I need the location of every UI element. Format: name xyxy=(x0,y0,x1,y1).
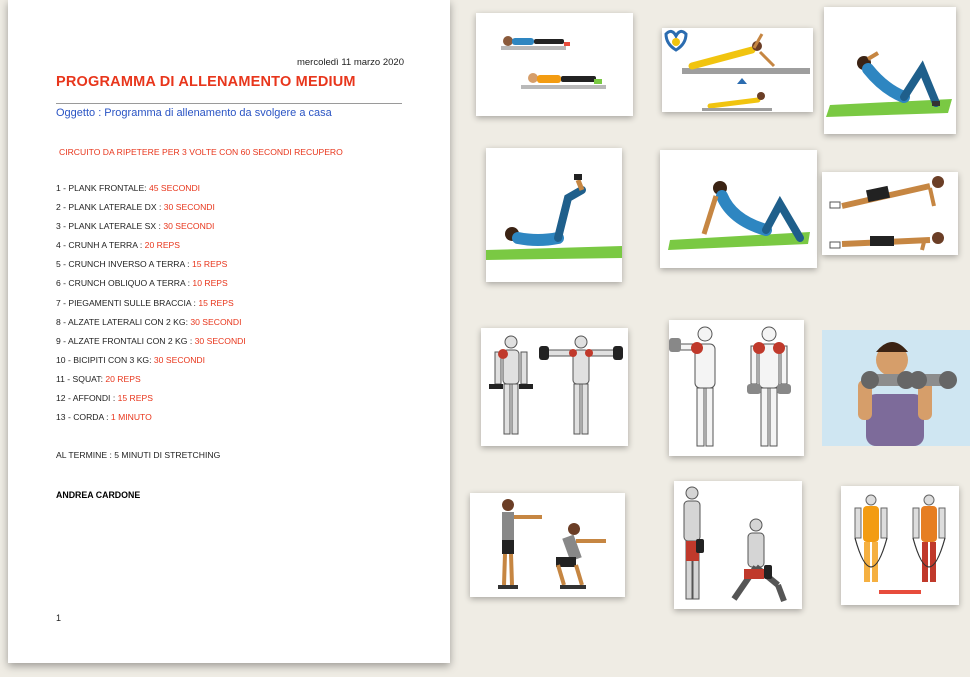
exercise-value: 30 SECONDI xyxy=(153,354,206,365)
corda-image xyxy=(841,486,959,605)
exercise-item xyxy=(56,412,246,431)
exercise-item xyxy=(56,183,246,202)
exercise-label: 8 - ALZATE LATERALI CON 2 KG: xyxy=(56,316,191,327)
exercise-label: 13 - CORDA : xyxy=(56,412,111,423)
exercise-label: 1 - PLANK FRONTALE: xyxy=(56,183,149,193)
circuit-instructions: CIRCUITO DA RIPETERE PER 3 VOLTE CON 60 SECONDI RECUPERO xyxy=(59,147,343,157)
exercise-value: 15 REPS xyxy=(117,393,153,404)
exercise-value: 15 REPS xyxy=(198,297,234,308)
exercise-item xyxy=(56,221,246,240)
exercise-label: 11 - SQUAT: xyxy=(56,373,106,384)
plank-icon xyxy=(476,13,633,116)
lunge-icon xyxy=(674,481,802,609)
exercise-item xyxy=(56,298,246,317)
exercise-label: 7 - PIEGAMENTI SULLE BRACCIA : xyxy=(56,297,199,308)
squat-image xyxy=(470,493,625,597)
side-plank-icon xyxy=(662,28,813,112)
exercise-label: 5 - CRUNCH INVERSO A TERRA : xyxy=(56,259,192,270)
alzate-frontali-image xyxy=(669,320,804,456)
biceps-curl-icon xyxy=(822,330,970,446)
exercise-item xyxy=(56,374,246,393)
final-note: AL TERMINE : 5 MINUTI DI STRETCHING xyxy=(56,450,221,460)
exercise-value: 30 SECONDI xyxy=(163,221,215,232)
exercise-item xyxy=(56,336,246,355)
exercise-label: 12 - AFFONDI : xyxy=(56,393,118,404)
crunch-icon xyxy=(824,7,956,134)
exercise-item xyxy=(56,202,246,221)
crunch-obliquo-image xyxy=(660,150,817,268)
exercise-value: 45 SECONDI xyxy=(148,183,201,193)
crunch-inverso-image xyxy=(486,148,622,282)
front-raise-icon xyxy=(669,320,804,456)
exercise-value: 30 SECONDI xyxy=(194,335,246,346)
exercise-value: 10 REPS xyxy=(192,278,228,289)
exercise-item xyxy=(56,240,246,259)
affondi-image xyxy=(674,481,802,609)
squat-icon xyxy=(470,493,625,597)
bicipiti-image xyxy=(822,330,970,446)
author-name: ANDREA CARDONE xyxy=(56,490,141,500)
reverse-crunch-icon xyxy=(486,148,622,282)
exercise-item xyxy=(56,393,246,412)
exercise-list xyxy=(56,183,246,431)
exercise-label: 10 - BICIPITI CON 3 KG: xyxy=(56,354,154,365)
page-number: 1 xyxy=(56,613,62,623)
exercise-value: 20 REPS xyxy=(144,240,181,251)
title-divider xyxy=(56,103,402,104)
exercise-label: 9 - ALZATE FRONTALI CON 2 KG : xyxy=(56,335,195,346)
plank-laterale-image xyxy=(662,28,813,112)
piegamenti-image xyxy=(822,172,958,255)
exercise-label: 6 - CRUNCH OBLIQUO A TERRA : xyxy=(56,278,193,289)
push-up-icon xyxy=(822,172,958,255)
exercise-label: 4 - CRUNH A TERRA : xyxy=(56,240,145,251)
crunch-image xyxy=(824,7,956,134)
alzate-laterali-image xyxy=(481,328,628,446)
lateral-raise-icon xyxy=(481,328,628,446)
exercise-item xyxy=(56,259,246,278)
exercise-label: 2 - PLANK LATERALE DX : xyxy=(56,202,164,213)
exercise-item xyxy=(56,278,246,297)
document-title: PROGRAMMA DI ALLENAMENTO MEDIUM xyxy=(56,74,356,90)
exercise-value: 30 SECONDI xyxy=(190,316,242,327)
exercise-item xyxy=(56,317,246,336)
document-date: mercoledì 11 marzo 2020 xyxy=(296,57,404,68)
exercise-value: 15 REPS xyxy=(191,259,228,270)
oblique-crunch-icon xyxy=(660,150,817,268)
plank-frontale-image xyxy=(476,13,633,116)
document-subject: Oggetto : Programma di allenamento da svolgere a casa xyxy=(56,107,332,119)
document-page xyxy=(8,0,450,663)
exercise-value: 20 REPS xyxy=(105,373,141,384)
exercise-value: 30 SECONDI xyxy=(163,202,215,213)
exercise-value: 1 MINUTO xyxy=(110,412,152,423)
exercise-item xyxy=(56,355,246,374)
jump-rope-icon xyxy=(841,486,959,605)
exercise-label: 3 - PLANK LATERALE SX : xyxy=(56,221,164,232)
